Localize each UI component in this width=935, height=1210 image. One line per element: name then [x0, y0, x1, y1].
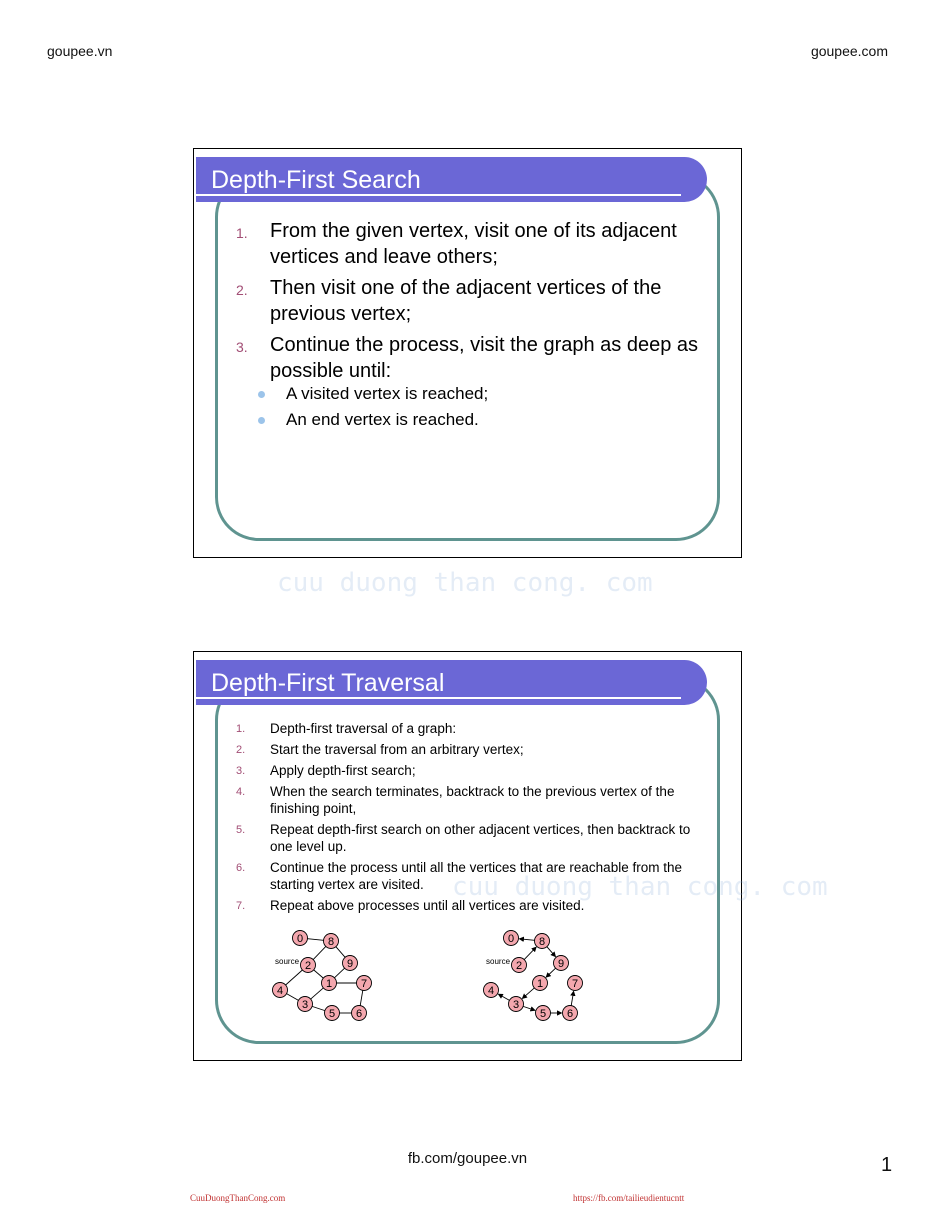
bullet-text: A visited vertex is reached;: [286, 384, 489, 403]
list-item: [236, 720, 706, 737]
graph-edge-0-8: [307, 939, 323, 941]
item-text: When the search terminates, backtrack to the previous vertex of the finishing point,: [270, 784, 675, 816]
graph-node-label-0: 0: [296, 933, 304, 945]
graph-edge-8-9: [336, 947, 345, 958]
header-left-site: goupee.vn: [47, 43, 113, 59]
watermark-text: cuu duong than cong. com: [277, 568, 653, 598]
list-item: [236, 783, 706, 817]
graph-node-label-6: 6: [566, 1008, 574, 1020]
graph-source-label: source: [275, 957, 300, 966]
graph-edge-9-1: [546, 968, 555, 977]
item-text: Continue the process until all the vertices that are reachable from the starting vertex are visited.: [270, 860, 682, 892]
graph-node-label-4: 4: [487, 985, 495, 997]
graph-node-label-9: 9: [557, 958, 565, 970]
numbered-list: [236, 218, 706, 389]
graph-source-label: source: [486, 957, 511, 966]
bullet-text: An end vertex is reached.: [286, 410, 479, 429]
item-number: 1.: [236, 225, 248, 241]
graph-node-label-1: 1: [325, 978, 333, 990]
item-number: 3.: [236, 339, 248, 355]
graph-edge-2-4: [286, 970, 303, 985]
graph-node-label-3: 3: [301, 999, 309, 1011]
graph-edge-8-2: [313, 946, 326, 959]
graph-edge-8-0: [519, 939, 534, 940]
list-item: [236, 218, 706, 270]
graph-edge-4-3: [287, 994, 299, 1001]
graph-dfs-traversal: [483, 926, 603, 1026]
graph-edge-1-3: [311, 988, 324, 999]
item-text: Depth-first traversal of a graph:: [270, 721, 457, 736]
watermark-text: cuu duong than cong. com: [452, 872, 828, 902]
graph-node-label-6: 6: [355, 1008, 363, 1020]
graph-edge-3-5: [523, 1006, 535, 1010]
graph-edge-3-5: [312, 1006, 325, 1010]
graph-node-label-2: 2: [515, 960, 523, 972]
bullet-item: [244, 407, 488, 433]
source-right: https://fb.com/tailieudientucntt: [573, 1193, 685, 1203]
item-number: 4.: [236, 786, 246, 798]
list-item: [236, 741, 706, 758]
item-text: Repeat depth-first search on other adjacent vertices, then backtrack to one level up.: [270, 822, 691, 854]
item-number: 2.: [236, 744, 246, 756]
item-number: 5.: [236, 824, 246, 836]
slide-depth-first-traversal: [193, 651, 742, 1061]
header-right-site: goupee.com: [810, 43, 888, 59]
graph-node-label-3: 3: [512, 999, 520, 1011]
footer-link: fb.com/goupee.vn: [407, 1150, 528, 1167]
item-text: Start the traversal from an arbitrary vertex;: [270, 742, 524, 757]
graph-node-label-0: 0: [507, 933, 515, 945]
slide-depth-first-search: [193, 148, 742, 558]
item-number: 7.: [236, 900, 246, 912]
graph-node-label-7: 7: [360, 978, 368, 990]
slide-title: Depth-First Traversal: [211, 669, 445, 697]
item-number: 1.: [236, 723, 246, 735]
graph-edge-8-9: [547, 947, 556, 957]
graph-node-label-8: 8: [538, 936, 546, 948]
graph-edge-3-4: [498, 994, 509, 1000]
source-left: CuuDuongThanCong.com: [190, 1193, 286, 1203]
list-item: [236, 762, 706, 779]
list-item: [236, 332, 706, 384]
graph-node-label-8: 8: [327, 936, 335, 948]
bullet-dot-icon: [258, 417, 265, 424]
graph-node-label-5: 5: [328, 1008, 336, 1020]
item-text: Continue the process, visit the graph as deep as possible until:: [270, 334, 699, 382]
graph-node-label-4: 4: [276, 985, 284, 997]
graph-edge-9-1: [334, 968, 344, 978]
graph-undirected: [272, 926, 392, 1026]
bullet-item: [244, 381, 488, 407]
item-text: From the given vertex, visit one of its adjacent vertices and leave others;: [270, 220, 677, 268]
item-text: Apply depth-first search;: [270, 763, 416, 778]
item-number: 3.: [236, 765, 246, 777]
item-text: Then visit one of the adjacent vertices of the previous vertex;: [270, 277, 662, 325]
slide-title: Depth-First Search: [211, 166, 421, 194]
graph-edge-2-8: [524, 947, 536, 959]
item-number: 6.: [236, 862, 246, 874]
graph-edge-6-7: [571, 991, 573, 1005]
page-number: 1: [881, 1154, 893, 1176]
bullet-dot-icon: [258, 391, 265, 398]
graph-edge-2-1: [314, 970, 324, 978]
bullet-list: [244, 381, 488, 433]
graph-edge-1-3: [522, 988, 534, 998]
graph-node-label-1: 1: [536, 978, 544, 990]
graph-node-label-2: 2: [304, 960, 312, 972]
list-item: [236, 275, 706, 327]
graph-node-label-7: 7: [571, 978, 579, 990]
item-number: 2.: [236, 282, 248, 298]
graph-node-label-9: 9: [346, 958, 354, 970]
list-item: [236, 821, 706, 855]
graph-node-label-5: 5: [539, 1008, 547, 1020]
graph-edge-6-7: [360, 990, 363, 1005]
item-text: Repeat above processes until all vertices are visited.: [270, 898, 585, 913]
